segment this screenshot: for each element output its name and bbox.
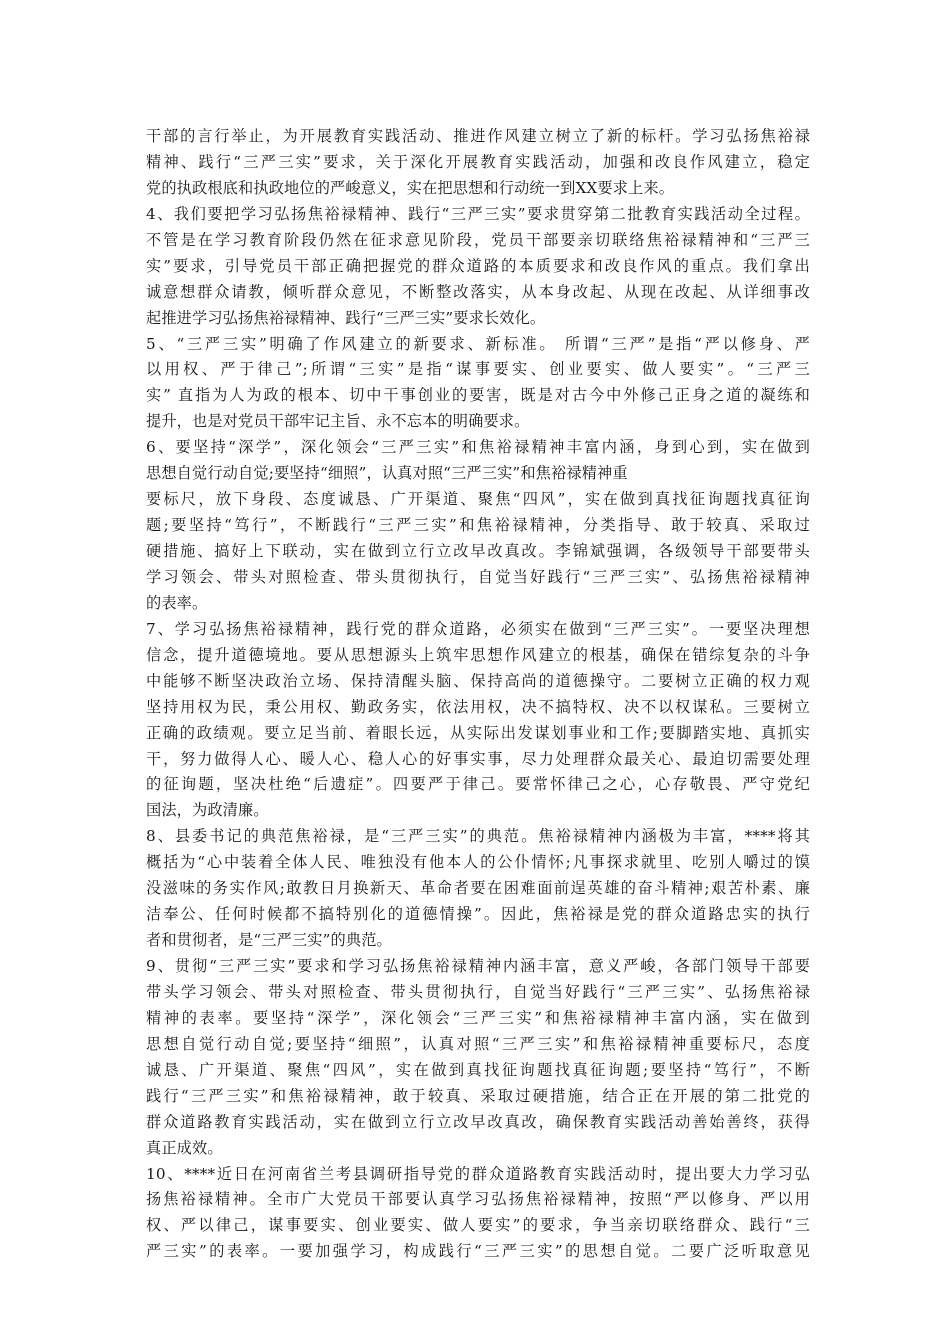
text-line: 题;要坚持“笃行”，不断践行“三严三实”和焦裕禄精神，分类指导、敢于较真、采取过 [146, 516, 810, 535]
text-line: 严三实”的表率。一要加强学习，构成践行“三严三实”的思想自觉。二要广泛听取意见 [146, 1242, 810, 1261]
text-line: 群众道路教育实践活动，实在做到立行立改早改真改，确保教育实践活动善始善终，获得 [146, 1112, 810, 1131]
text-line: 践行“三严三实”和焦裕禄精神，敢于较真、采取过硬措施，结合正在开展的第二批党的 [146, 1086, 810, 1105]
text-line: 以用权、严于律己”;所谓“三实”是指“谋事要实、创业要实、做人要实”。“三严三 [146, 360, 810, 379]
text-line: 思想自觉行动自觉;要坚持“细照”，认真对照“三严三实”和焦裕禄精神重 [146, 464, 628, 483]
text-line: 诚意想群众请教，倾听群众意见，不断整改落实，从本身改起、从现在改起、从详细事改 [146, 282, 810, 301]
text-line: 10、****近日在河南省兰考县调研指导党的群众道路教育实践活动时，提出要大力学习弘 [146, 1164, 810, 1183]
text-line: 干部的言行举止，为开展教育实践活动、推进作风建立树立了新的标杆。学习弘扬焦裕禄 [146, 127, 810, 145]
text-line: 硬措施、搞好上下联动，实在做到立行立改早改真改。李锦斌强调，各级领导干部要带头 [146, 542, 810, 560]
text-line: 中能够不断坚决政治立场、保持清醒头脑、保持高尚的道德操守。二要树立正确的权力观 [146, 671, 810, 690]
text-line: 的征询题，坚决杜绝“后遗症”。四要严于律己。要常怀律己之心，心存敬畏、严守党纪 [146, 775, 810, 794]
text-line: 扬焦裕禄精神。全市广大党员干部要认真学习弘扬焦裕禄精神，按照“严以修身、严以用 [146, 1190, 810, 1209]
text-line: 不管是在学习教育阶段仍然在征求意见阶段，党员干部要亲切联络焦裕禄精神和“三严三 [146, 230, 810, 249]
text-line: 洁奉公、任何时候都不搞特别化的道德情操”。因此，焦裕禄是党的群众道路忠实的执行 [146, 905, 810, 924]
text-line: 带头学习领会、带头对照检查、带头贯彻执行，自觉当好践行“三严三实”、弘扬焦裕禄 [146, 982, 810, 1001]
text-line: 概括为“心中装着全体人民、唯独没有他本人的公仆情怀;凡事探求就里、吃别人嚼过的馍 [146, 853, 810, 872]
text-line: 精神、践行“三严三实”要求，关于深化开展教育实践活动，加强和改良作风建立，稳定 [146, 152, 810, 171]
text-line: 8、县委书记的典范焦裕禄，是“三严三实”的典范。焦裕禄精神内涵极为丰富，****将其 [146, 827, 810, 846]
document-body [146, 124, 810, 1265]
text-line: 权、严以律己，谋事要实、创业要实、做人要实”的要求，争当亲切联络群众、践行“三 [146, 1216, 810, 1235]
text-line: 诚恳、广开渠道、聚焦“四风”，实在做到真找征询题找真征询题;要坚持“笃行”，不断 [146, 1060, 810, 1079]
text-line: 者和贯彻者，是“三严三实”的典范。 [146, 931, 392, 950]
text-line: 实” 直指为人为政的根本、切中干事创业的要害，既是对古今中外修己正身之道的凝练和 [146, 386, 810, 405]
text-line: 的表率。 [146, 593, 208, 612]
text-line: 要标尺，放下身段、态度诚恳、广开渠道、聚焦“四风”，实在做到真找征询题找真征询 [146, 490, 810, 509]
text-line: 正确的政绩观。要立足当前、着眼长远，从实际出发谋划事业和工作;要脚踏实地、真抓实 [146, 723, 810, 742]
text-line: 起推进学习弘扬焦裕禄精神、践行“三严三实”要求长效化。 [146, 308, 546, 327]
text-line: 9、贯彻“三严三实”要求和学习弘扬焦裕禄精神内涵丰富，意义严峻，各部门领导干部要 [146, 957, 810, 975]
text-line: 7、学习弘扬焦裕禄精神，践行党的群众道路，必须实在做到“三严三实”。一要坚决理想 [146, 619, 810, 638]
text-line: 4、我们要把学习弘扬焦裕禄精神、践行“三严三实”要求贯穿第二批教育实践活动全过程。 [146, 204, 810, 223]
text-line: 党的执政根底和执政地位的严峻意义，实在把思想和行动统一到XX要求上来。 [146, 178, 675, 197]
text-line: 干，努力做得人心、暖人心、稳人心的好事实事，尽力处理群众最关心、最迫切需要处理 [146, 749, 810, 768]
text-line: 没滋味的务实作风;敢教日月换新天、革命者要在困难面前逞英雄的奋斗精神;艰苦朴素、廉 [146, 879, 810, 898]
text-line: 实”要求，引导党员干部正确把握党的群众道路的本质要求和改良作风的重点。我们拿出 [146, 256, 810, 275]
text-line: 学习领会、带头对照检查、带头贯彻执行，自觉当好践行“三严三实”、弘扬焦裕禄精神 [146, 567, 810, 586]
text-line: 坚持用权为民，秉公用权、勤政务实，依法用权，决不搞特权、决不以权谋私。三要树立 [146, 697, 810, 716]
text-line: 精神的表率。要坚持“深学”，深化领会“三严三实”和焦裕禄精神丰富内涵，实在做到 [146, 1008, 810, 1027]
text-line: 信念，提升道德境地。要从思想源头上筑牢思想作风建立的根基，确保在错综复杂的斗争 [146, 645, 810, 664]
text-line: 国法，为政清廉。 [146, 801, 269, 820]
text-line: 真正成效。 [146, 1138, 223, 1157]
text-line: 6、要坚持“深学”，深化领会“三严三实”和焦裕禄精神丰富内涵，身到心到，实在做到 [146, 438, 810, 457]
text-line: 思想自觉行动自觉;要坚持“细照”，认真对照“三严三实”和焦裕禄精神重要标尺，态度 [146, 1034, 810, 1053]
text-line: 5、“三严三实”明确了作风建立的新要求、新标准。 所谓“三严”是指“严以修身、严 [146, 334, 810, 353]
text-line: 提升，也是对党员干部牢记主旨、永不忘本的明确要求。 [146, 412, 530, 431]
